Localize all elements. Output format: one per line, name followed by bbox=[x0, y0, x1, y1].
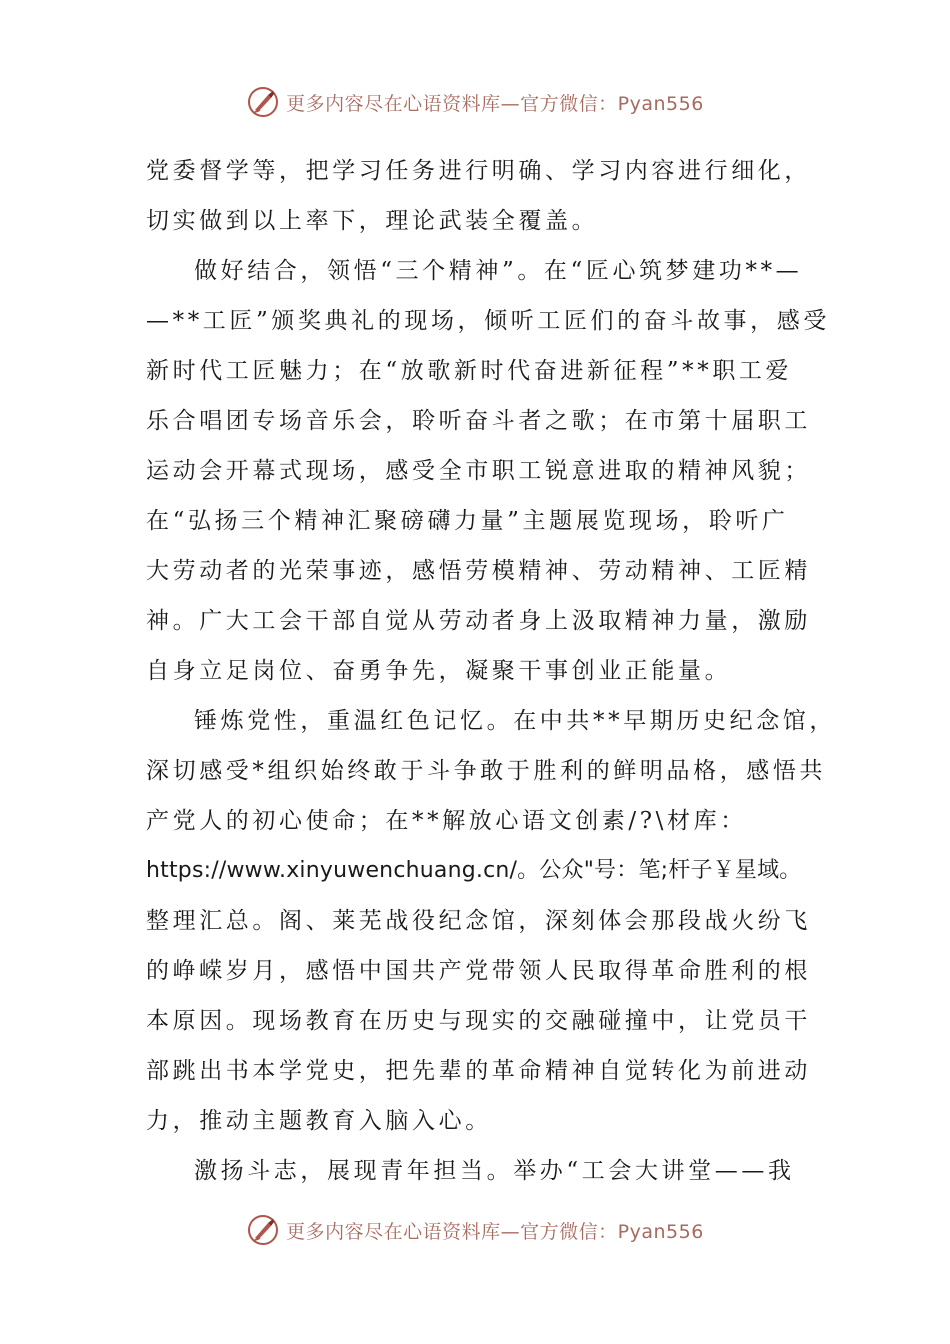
paragraph-start-line: 锤炼党性，重温红色记忆。在中共**早期历史纪念馆， bbox=[194, 708, 836, 734]
pen-nib-logo-icon bbox=[246, 1213, 280, 1247]
text-line: 力，推动主题教育入脑入心。 bbox=[146, 1108, 492, 1134]
text-line: 运动会开幕式现场，感受全市职工锐意进取的精神风貌； bbox=[146, 458, 811, 484]
text-line: 新时代工匠魅力；在“放歌新时代奋进新征程”**职工爱 bbox=[146, 358, 793, 384]
text-line: 乐合唱团专场音乐会，聆听奋斗者之歌；在市第十届职工 bbox=[146, 408, 811, 434]
text-line: 在“弘扬三个精神汇聚磅礴力量”主题展览现场，聆听广 bbox=[146, 508, 789, 534]
text-line: 产党人的初心使命；在**解放心语文创素/?\材库： bbox=[146, 808, 747, 834]
text-line: 神。广大工会干部自觉从劳动者身上汲取精神力量，激励 bbox=[146, 608, 811, 634]
header-banner bbox=[0, 80, 950, 124]
document-body bbox=[146, 146, 836, 1196]
text-line: 党委督学等，把学习任务进行明确、学习内容进行细化， bbox=[146, 158, 811, 184]
text-line: 深切感受*组织始终敢于斗争敢于胜利的鲜明品格，感悟共 bbox=[146, 758, 827, 784]
text-line: 本原因。现场教育在历史与现实的交融碰撞中，让党员干 bbox=[146, 1008, 811, 1034]
header-banner-text: 更多内容尽在心语资料库—官方微信：Pyan556 bbox=[286, 92, 704, 115]
text-line: 的峥嵘岁月，感悟中国共产党带领人民取得革命胜利的根 bbox=[146, 958, 811, 984]
url-text-line: https://www.xinyuwenchuang.cn/。公众"号：笔;杆子￥星域。 bbox=[146, 858, 802, 883]
paragraph-start-line: 做好结合，领悟“三个精神”。在“匠心筑梦建功**— bbox=[194, 258, 803, 284]
footer-banner bbox=[0, 1208, 950, 1252]
paragraph-start-line: 激扬斗志，展现青年担当。举办“工会大讲堂——我 bbox=[194, 1158, 795, 1184]
text-line: —**工匠”颁奖典礼的现场，倾听工匠们的奋斗故事，感受 bbox=[146, 308, 830, 334]
text-line: 整理汇总。阁、莱芜战役纪念馆，深刻体会那段战火纷飞 bbox=[146, 908, 811, 934]
text-line: 部跳出书本学党史，把先辈的革命精神自觉转化为前进动 bbox=[146, 1058, 811, 1084]
text-line: 自身立足岗位、奋勇争先，凝聚干事创业正能量。 bbox=[146, 658, 732, 684]
footer-banner-text: 更多内容尽在心语资料库—官方微信：Pyan556 bbox=[286, 1220, 704, 1243]
text-line: 切实做到以上率下，理论武装全覆盖。 bbox=[146, 208, 599, 234]
text-line: 大劳动者的光荣事迹，感悟劳模精神、劳动精神、工匠精 bbox=[146, 558, 811, 584]
pen-nib-logo-icon bbox=[246, 85, 280, 119]
